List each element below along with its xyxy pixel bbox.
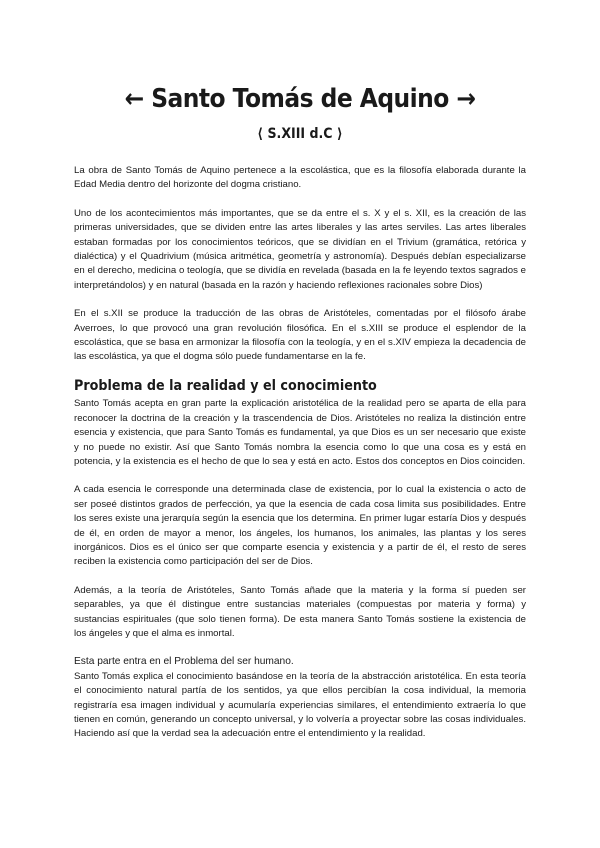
document-body <box>74 164 526 742</box>
paragraph-matter-form: Además, a la teoría de Aristóteles, Santo Tomás añade que la materia y la forma sí pueden ser separables, ya que él distingue entre sustancias materiales (compuestas por materia y forma) y sustancias espirituales (que solo tienen forma). De esta manera Santo Tomás sostiene la existencia de los ángeles y que el alma es inmortal. <box>74 584 526 639</box>
page-title: ← Santo Tomás de Aquino → <box>124 84 476 114</box>
paragraph-knowledge: Santo Tomás explica el conocimiento basándose en la teoría de la abstracción aristotélica. En esta teoría el conocimiento natural partía de los sentidos, ya que ellos percibían la cosa individual, la memoria registraría esa imagen individual y acumularía experiencias similares, el entendimiento extraería lo que tienen en común, generando un concepto universal, y lo volvería a proyectar sobre las cosas individuales. Haciendo así que la verdad sea la adecuación entre el entendimiento y la realidad. <box>74 670 526 740</box>
page-subtitle: ⟨ S.XIII d.C ⟩ <box>257 126 343 142</box>
paragraph-essence-existence: Santo Tomás acepta en gran parte la explicación aristotélica de la realidad pero se aparta de ella para reconocer la doctrina de la creación y la trascendencia de Dios. Aristóteles no realiza la distinción entre esencia y existencia, que para Santo Tomás es fundamental, ya que Dios es un ser necesario que existe y no puede no existir. Así que Santo Tomás nombra la esencia como lo que una cosa es y está en potencia, y la existencia es el hecho de que lo sea y está en acto. Estos dos conceptos en Dios coinciden. <box>74 398 526 467</box>
paragraph-aristotle-translation: En el s.XII se produce la traducción de las obras de Aristóteles, comentadas por el filósofo árabe Averroes, lo que provocó una gran revolución filosófica. En el s.XIII se produce el esplendor de la escolástica, que se basa en armonizar la filosofía con la teología, y en el s.XIV empieza la decadencia de las escolástica, ya que el dogma sólo puede fundamentarse en la fe. <box>74 308 526 363</box>
section-heading: Problema de la realidad y el conocimiento <box>74 377 377 394</box>
paragraph-note: Esta parte entra en el Problema del ser humano. <box>74 656 294 668</box>
paragraph-universities: Uno de los acontecimientos más importantes, que se da entre el s. X y el s. XII, es la creación de las primeras universidades, que se dividen entre las artes liberales y las artes serviles. Las artes liberales estaban formadas por los conocimientos teóricos, que se dividían en el Trivium (gramática, retórica y dialéctica) y el Quadrivium (música aritmética, geometría y astronomía). Después debían especializarse en el derecho, medicina o teología, que se dividía en revelada (basada en la fe leyendo textos sagrados e interpretándolos) y en natural (basada en la razón y haciendo reflexiones racionales sobre Dios) <box>74 207 526 291</box>
paragraph-intro: La obra de Santo Tomás de Aquino pertenece a la escolástica, que es la filosofía elaborada durante la Edad Media dentro del horizonte del dogma cristiano. <box>74 165 526 191</box>
paragraph-hierarchy: A cada esencia le corresponde una determinada clase de existencia, por lo cual la existencia o acto de ser poseé distintos grados de perfección, ya que la esencia de cada cosa limita sus posibilidades. Entre los seres existe una jerarquía según la esencia que los determina. En primer lugar estaría Dios y después de él, en orden de mayor a menor, los ángeles, los humanos, los animales, las plantas y los seres inorgánicos. Dios es el único ser que comparte esencia y existencia y a partir de él, el resto de seres reciben la existencia como participación del ser de Dios. <box>74 484 526 568</box>
